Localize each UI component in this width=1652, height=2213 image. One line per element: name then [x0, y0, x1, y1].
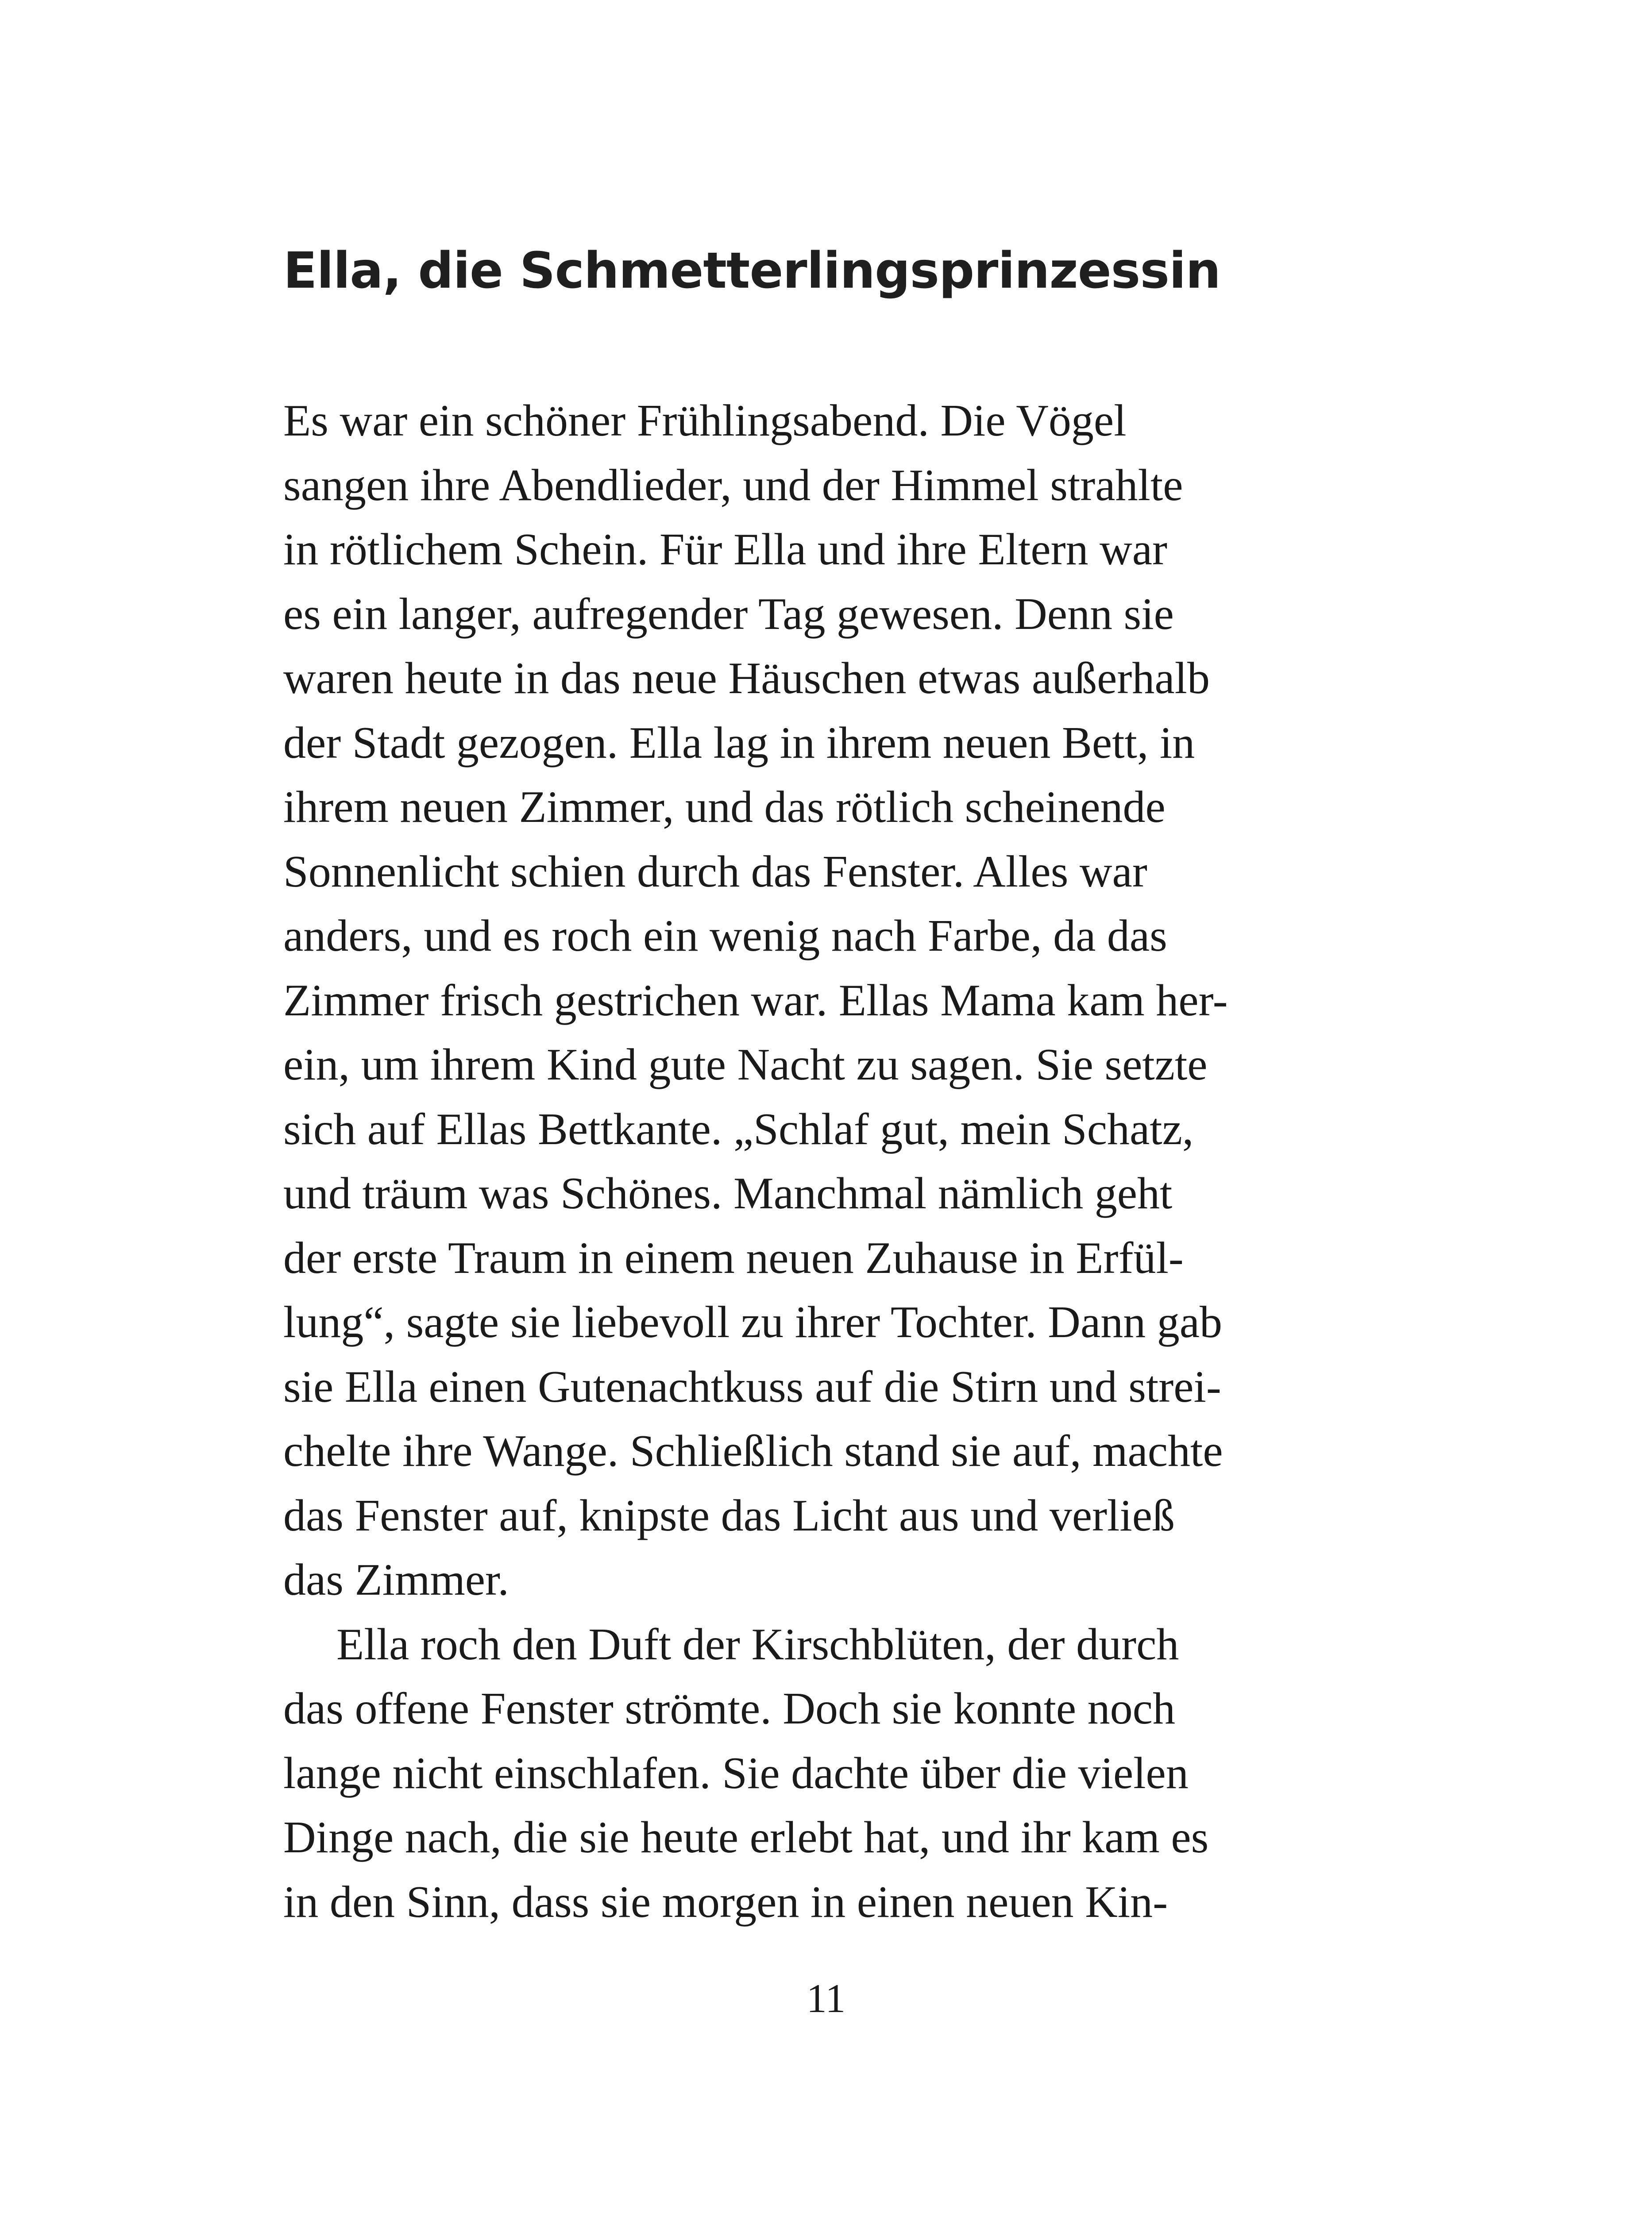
text-line: anders, und es roch ein wenig nach Farbe, da das: [283, 911, 1167, 961]
text-line: sangen ihre Abendlieder, und der Himmel strahlte: [283, 460, 1183, 510]
paragraph-first-line: Ella roch den Duft der Kirschblüten, der durch: [336, 1619, 1179, 1669]
text-line: ein, um ihrem Kind gute Nacht zu sagen. Sie setzte: [283, 1040, 1208, 1090]
chapter-title: Ella, die Schmetterlingsprinzessin: [283, 242, 1221, 300]
text-line: lange nicht einschlafen. Sie dachte über die vielen: [283, 1748, 1189, 1798]
text-line: und träum was Schönes. Manchmal nämlich geht: [283, 1168, 1173, 1218]
text-line: ihrem neuen Zimmer, und das rötlich scheinende: [283, 782, 1166, 832]
text-line: Dinge nach, die sie heute erlebt hat, und ihr kam es: [283, 1812, 1209, 1862]
text-line: das Zimmer.: [283, 1555, 509, 1605]
text-line: in rötlichem Schein. Für Ella und ihre Eltern war: [283, 524, 1167, 574]
text-line: waren heute in das neue Häuschen etwas außerhalb: [283, 653, 1210, 703]
text-line: Zimmer frisch gestrichen war. Ellas Mama kam her-: [283, 975, 1228, 1026]
text-line: das Fenster auf, knipste das Licht aus und verließ: [283, 1490, 1175, 1541]
text-line: der Stadt gezogen. Ella lag in ihrem neuen Bett, in: [283, 717, 1195, 768]
text-line: das offene Fenster strömte. Doch sie konnte noch: [283, 1684, 1175, 1734]
text-line: lung“, sagte sie liebevoll zu ihrer Tochter. Dann gab: [283, 1297, 1222, 1347]
text-line: sich auf Ellas Bettkante. „Schlaf gut, mein Schatz,: [283, 1104, 1194, 1154]
body-text: [283, 389, 1346, 1934]
text-line: sie Ella einen Gutenachtkuss auf die Stirn und strei-: [283, 1361, 1221, 1412]
text-line: der erste Traum in einem neuen Zuhause in Erfül-: [283, 1233, 1184, 1283]
text-line: chelte ihre Wange. Schließlich stand sie auf, machte: [283, 1426, 1223, 1476]
text-line: es ein langer, aufregender Tag gewesen. Denn sie: [283, 589, 1174, 639]
page-number: 11: [806, 1976, 846, 2021]
text-line: in den Sinn, dass sie morgen in einen neuen Kin-: [283, 1877, 1168, 1927]
text-line: Sonnenlicht schien durch das Fenster. Alles war: [283, 846, 1147, 897]
text-line: Es war ein schöner Frühlingsabend. Die Vögel: [283, 396, 1127, 446]
